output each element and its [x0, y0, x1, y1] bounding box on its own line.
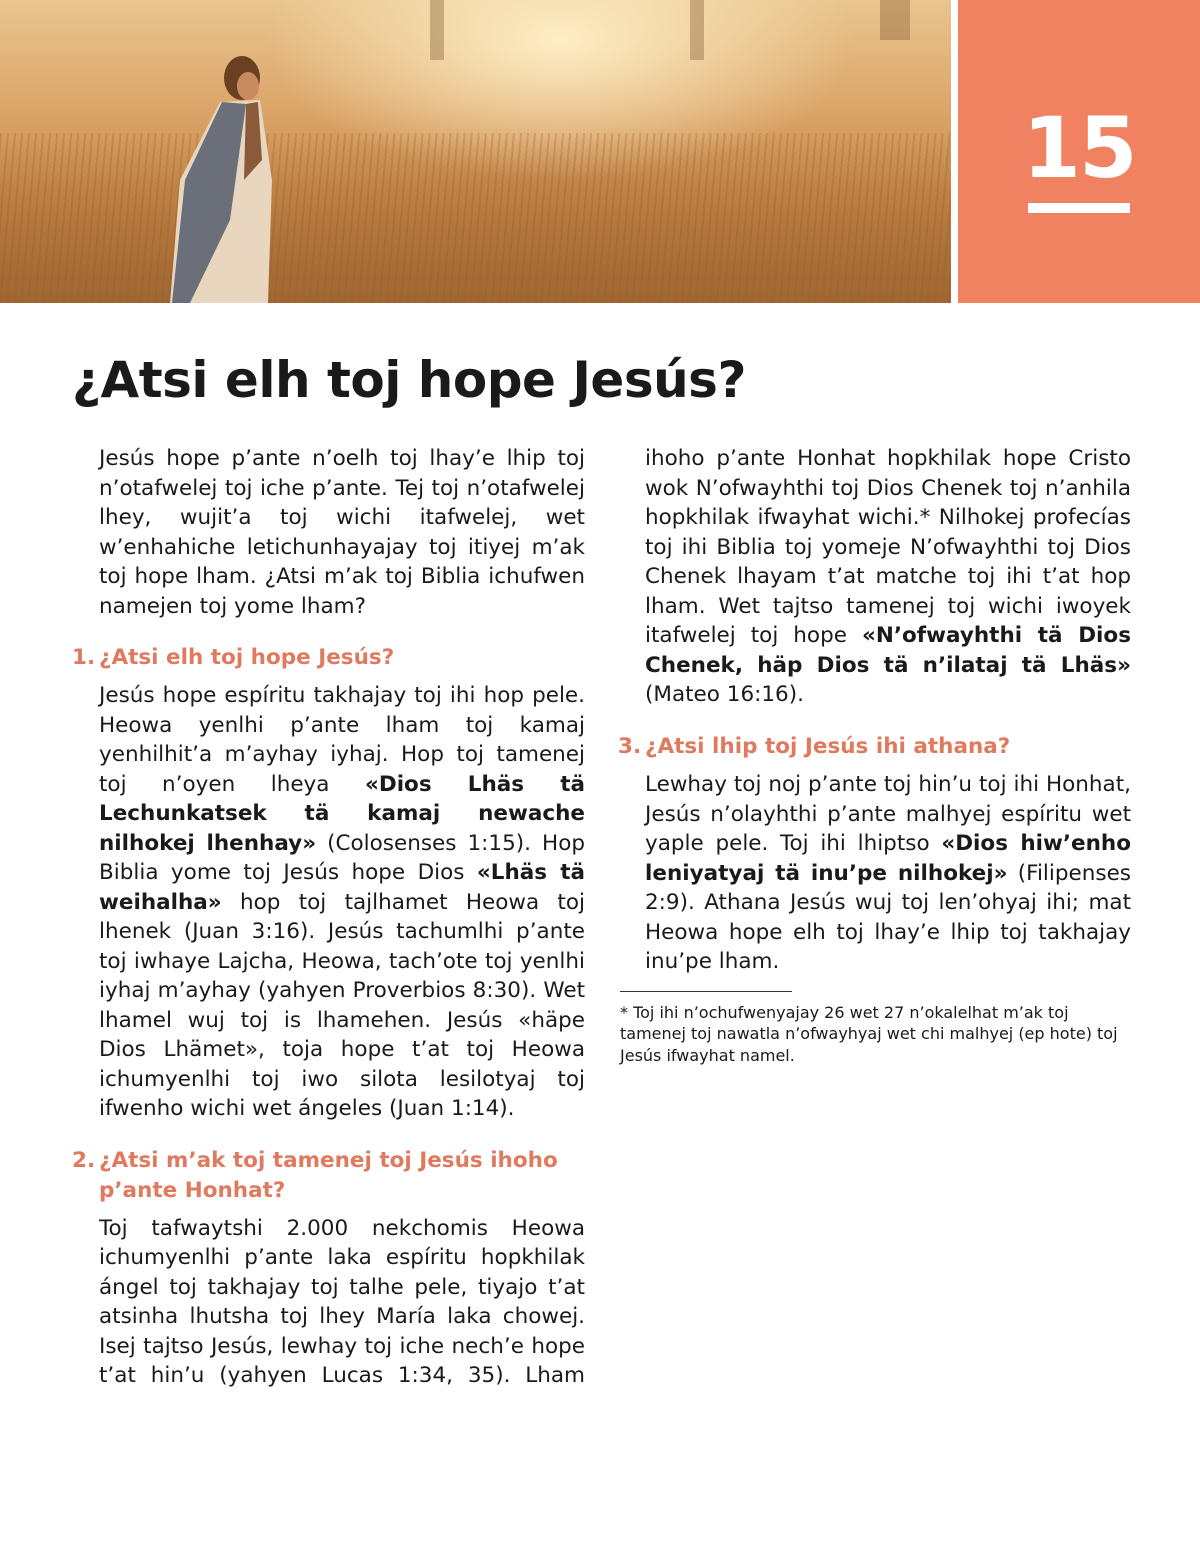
text-segment: hop toj tajlhamet Heowa toj lhenek (Juan 3:16). Jesús tachumlhi p’ante toj iwhaye Lajcha, Heowa, tach’ote toj yenlhi iyhaj m’ayhay (yahyen Proverbios 8:30). Wet lhamel wuj toj is lhamehen. Jesús «häpe Dios Lhämet», toja hope t’at toj Heowa ichumyenlhi toj iwo silota lesilotyaj toj ifwenho wichi wet ángeles (Juan 1:14). [99, 889, 585, 1121]
left-column [72, 444, 586, 1391]
section-2-paragraph-continued [645, 444, 1131, 710]
scripture-quote: «Dios Lhäs tä Lechunkatsek tä kamaj newache nilhokej lhenhay» [99, 771, 586, 856]
text-segment: Toj tafwaytshi 2.000 nekchomis Heowa ichumyenlhi p’ante laka espíritu hopkhilak ángel toj takhajay toj talhe pele, tiyajo t’at atsinha lhutsha toj lhey María laka chowej. Isej tajtso Jesús, lewhay toj iche nech’e hope t’at hin’u (yahyen Lucas 1:34, 35). Lham [99, 1215, 585, 1388]
text-segment: ihoho p’ante Honhat hopkhilak hope Cristo wok N’ofwayhthi toj Dios Chenek toj n’anhila hopkhilak ifwayhat wichi.* Nilhokej profecías toj ihi Biblia toj yomeje N’ofwayhthi toj Dios Chenek lhayam t’at matche toj ihi t’at hop lham. Wet tajtso tamenej toj wichi iwoyek itafwelej toj hope [645, 446, 1131, 648]
text-segment: Lewhay toj noj p’ante toj hin’u toj ihi Honhat, Jesús n’olayhthi p’ante malhyej espíritu wet yaple pele. Toj ihi lhiptso [645, 772, 1131, 856]
section-1-paragraph [99, 681, 585, 1124]
header-photo [0, 0, 951, 303]
text-segment: (Colosenses 1:15). Hop Biblia yome toj Jesús hope Dios [99, 830, 585, 885]
intro-paragraph: Jesús hope p’ante n’oelh toj lhay’e lhip toj n’otafwelej toj iche p’ante. Tej toj n’otafwelej lhey, wujit’a toj wichi itafwelej, wet w’enhahiche letichunhayajay toj itiyej m’ak toj hope lham. ¿Atsi m’ak toj Biblia ichufwen namejen toj yome lham? [99, 446, 585, 619]
scripture-quote: «N’ofwayhthi tä Dios Chenek, häp Dios tä n’ilataj tä Lhäs» [645, 623, 1131, 678]
text-segment: (Mateo 16:16). [645, 682, 804, 707]
section-2-paragraph [645, 444, 1131, 710]
text-segment: (Filipenses 2:9). Athana Jesús wuj toj len’ohyaj ihi; mat Heowa hope elh toj lhay’e lhip toj takhajay inu’pe lham. [645, 860, 1131, 974]
footnote: * Toj ihi n’ochufwenyajay 26 wet 27 n’okalelhat m’ak toj tamenej toj nawatla n’ofwayhyaj wet chi malhyej (ep hote) toj Jesús ifwayhat namel. [620, 1002, 1118, 1065]
section-heading-text: ¿Atsi elh toj hope Jesús? [99, 645, 395, 670]
page-title: ¿Atsi elh toj hope Jesús? [72, 351, 746, 409]
tree-trunk [880, 0, 910, 40]
section-heading-2 [72, 1146, 585, 1206]
section-3-paragraph [645, 770, 1131, 977]
section-number: 2. [72, 1147, 96, 1173]
lesson-number: 15 [1022, 99, 1136, 197]
tree-trunk [690, 0, 704, 60]
section-number: 1. [72, 645, 96, 670]
section-heading-text: ¿Atsi lhip toj Jesús ihi athana? [645, 734, 1011, 759]
scripture-quote: «Dios hiw’enho leniyatyaj tä inu’pe nilhokej» [645, 831, 1131, 886]
section-2-paragraph-part1 [99, 1214, 585, 1391]
lesson-number-underline [1028, 203, 1130, 213]
footnote-divider [620, 991, 792, 992]
text-segment: Jesús hope espíritu takhajay toj ihi hop pele. Heowa yenlhi p’ante lham toj kamaj yenhilhit’a m’ayhay iyhaj. Hop toj tamenej toj n’oyen lheya [99, 683, 585, 797]
right-column [618, 444, 1131, 1066]
tree-trunk [430, 0, 444, 60]
grass-field [0, 133, 951, 303]
section-heading-3 [618, 732, 1131, 762]
lesson-number-badge [958, 0, 1200, 303]
section-number: 3. [618, 734, 642, 759]
scripture-quote: «Lhäs tä weihalha» [99, 860, 585, 915]
section-heading-text: ¿Atsi m’ak toj tamenej toj Jesús ihoho p’ante Honhat? [99, 1147, 558, 1203]
walking-figure-illustration [150, 30, 280, 303]
section-heading-1 [72, 643, 585, 673]
